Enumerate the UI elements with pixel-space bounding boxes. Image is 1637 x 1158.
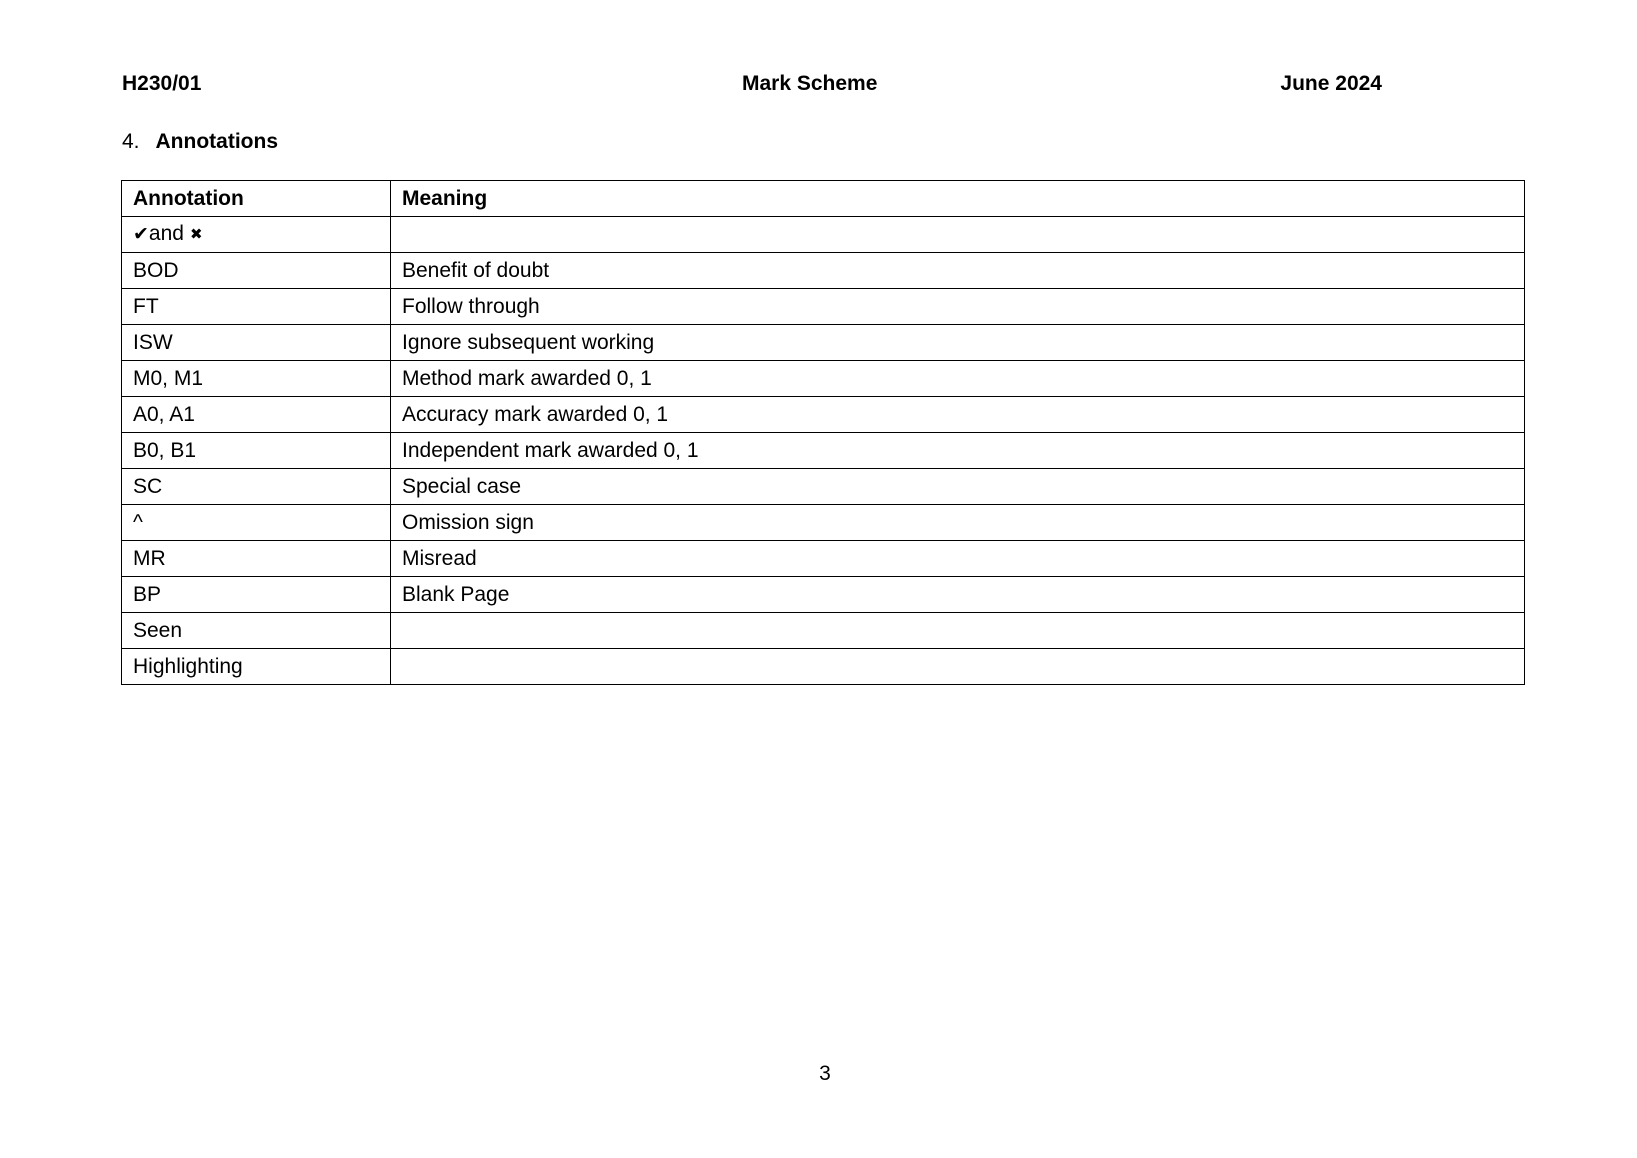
table-row <box>122 541 1525 577</box>
table-row <box>122 325 1525 361</box>
check-icon: ✔ <box>133 224 149 245</box>
table-row <box>122 433 1525 469</box>
table-row <box>122 289 1525 325</box>
annotation-cell: BP <box>122 577 391 613</box>
table-body <box>122 217 1525 685</box>
annotation-cell: A0, A1 <box>122 397 391 433</box>
table-row <box>122 217 1525 253</box>
section-number: 4. <box>122 130 140 153</box>
meaning-cell: Blank Page <box>391 577 1525 613</box>
table-row <box>122 577 1525 613</box>
page-number: 3 <box>819 1062 831 1085</box>
annotation-cell: M0, M1 <box>122 361 391 397</box>
table-row <box>122 253 1525 289</box>
annotation-cell: ^ <box>122 505 391 541</box>
annotation-cell: BOD <box>122 253 391 289</box>
table-row <box>122 361 1525 397</box>
section-title: Annotations <box>155 130 278 153</box>
annotations-table <box>121 180 1525 685</box>
annotation-cell: B0, B1 <box>122 433 391 469</box>
table-row <box>122 469 1525 505</box>
exam-date: June 2024 <box>1280 72 1382 95</box>
meaning-cell: Omission sign <box>391 505 1525 541</box>
annotation-cell <box>122 217 391 253</box>
table-row <box>122 649 1525 685</box>
column-header-meaning: Meaning <box>391 181 1525 217</box>
table-row <box>122 397 1525 433</box>
annotation-cell: ISW <box>122 325 391 361</box>
meaning-cell <box>391 649 1525 685</box>
meaning-cell: Accuracy mark awarded 0, 1 <box>391 397 1525 433</box>
meaning-cell: Special case <box>391 469 1525 505</box>
cross-icon: ✖ <box>189 226 203 243</box>
annotation-cell: SC <box>122 469 391 505</box>
meaning-cell <box>391 217 1525 253</box>
table-row <box>122 505 1525 541</box>
meaning-cell: Benefit of doubt <box>391 253 1525 289</box>
meaning-cell: Method mark awarded 0, 1 <box>391 361 1525 397</box>
page-header <box>122 72 1382 98</box>
annotation-cell: Seen <box>122 613 391 649</box>
annotation-text: and <box>148 222 184 245</box>
meaning-cell <box>391 613 1525 649</box>
meaning-cell: Follow through <box>391 289 1525 325</box>
meaning-cell: Ignore subsequent working <box>391 325 1525 361</box>
annotation-cell: MR <box>122 541 391 577</box>
meaning-cell: Independent mark awarded 0, 1 <box>391 433 1525 469</box>
section-heading <box>122 130 278 154</box>
annotation-cell: FT <box>122 289 391 325</box>
table-row <box>122 613 1525 649</box>
paper-code: H230/01 <box>122 72 202 95</box>
annotation-cell: Highlighting <box>122 649 391 685</box>
column-header-annotation: Annotation <box>122 181 391 217</box>
meaning-cell: Misread <box>391 541 1525 577</box>
document-title: Mark Scheme <box>742 72 878 95</box>
table-header-row <box>122 181 1525 217</box>
